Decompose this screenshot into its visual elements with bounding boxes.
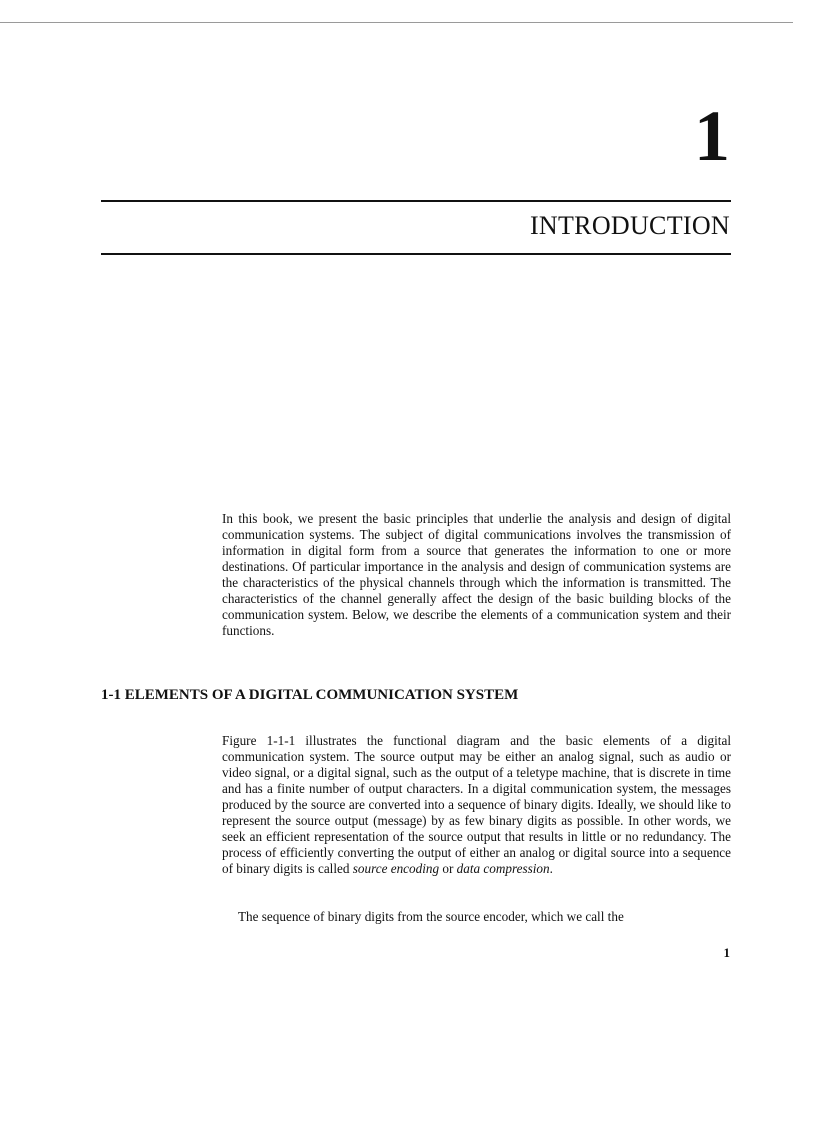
chapter-number: 1 — [694, 96, 730, 176]
intro-paragraph: In this book, we present the basic principles that underlie the analysis and design of digital communication systems. The subject of digital communications involves the transmission of information in digital form from a source that generates the information to one or more destinations. Of particular importance in the analysis and design of communication systems are the characteristics of the physical channels through which the information is transmitted. The characteristics of the channel generally affect the design of the basic building blocks of the communication system. Below, we describe the elements of a communication system and their functions. — [222, 511, 731, 638]
section-paragraph-2: The sequence of binary digits from the source encoder, which we call the — [238, 909, 624, 924]
term-source-encoding: source encoding — [352, 861, 440, 876]
page-number: 1 — [723, 945, 730, 960]
scan-top-edge-line — [0, 22, 793, 23]
section-heading: 1-1 ELEMENTS OF A DIGITAL COMMUNICATION SYSTEM — [101, 687, 519, 703]
section-paragraph-1 — [222, 733, 731, 877]
chapter-rule-upper — [101, 200, 731, 202]
term-data-compression: data compression — [456, 861, 550, 876]
chapter-rule-lower — [101, 253, 731, 255]
section-paragraph-1-end: . — [549, 861, 553, 876]
connector-or: or — [442, 861, 454, 876]
chapter-title: INTRODUCTION — [529, 211, 730, 240]
section-paragraph-1-text: Figure 1-1-1 illustrates the functional diagram and the basic elements of a digital communication system. The source output may be either an analog signal, such as audio or video signal, or a digital signal, such as the output of a teletype machine, that is discrete in time and has a finite number of output characters. In a digital communication system, the messages produced by the source are converted into a sequence of binary digits. Ideally, we should like to represent the source output (message) by as few binary digits as possible. In other words, we seek an efficient representation of the source output that results in little or no redundancy. The process of efficiently converting the output of either an analog or digital source into a sequence of binary digits is called — [222, 733, 731, 876]
